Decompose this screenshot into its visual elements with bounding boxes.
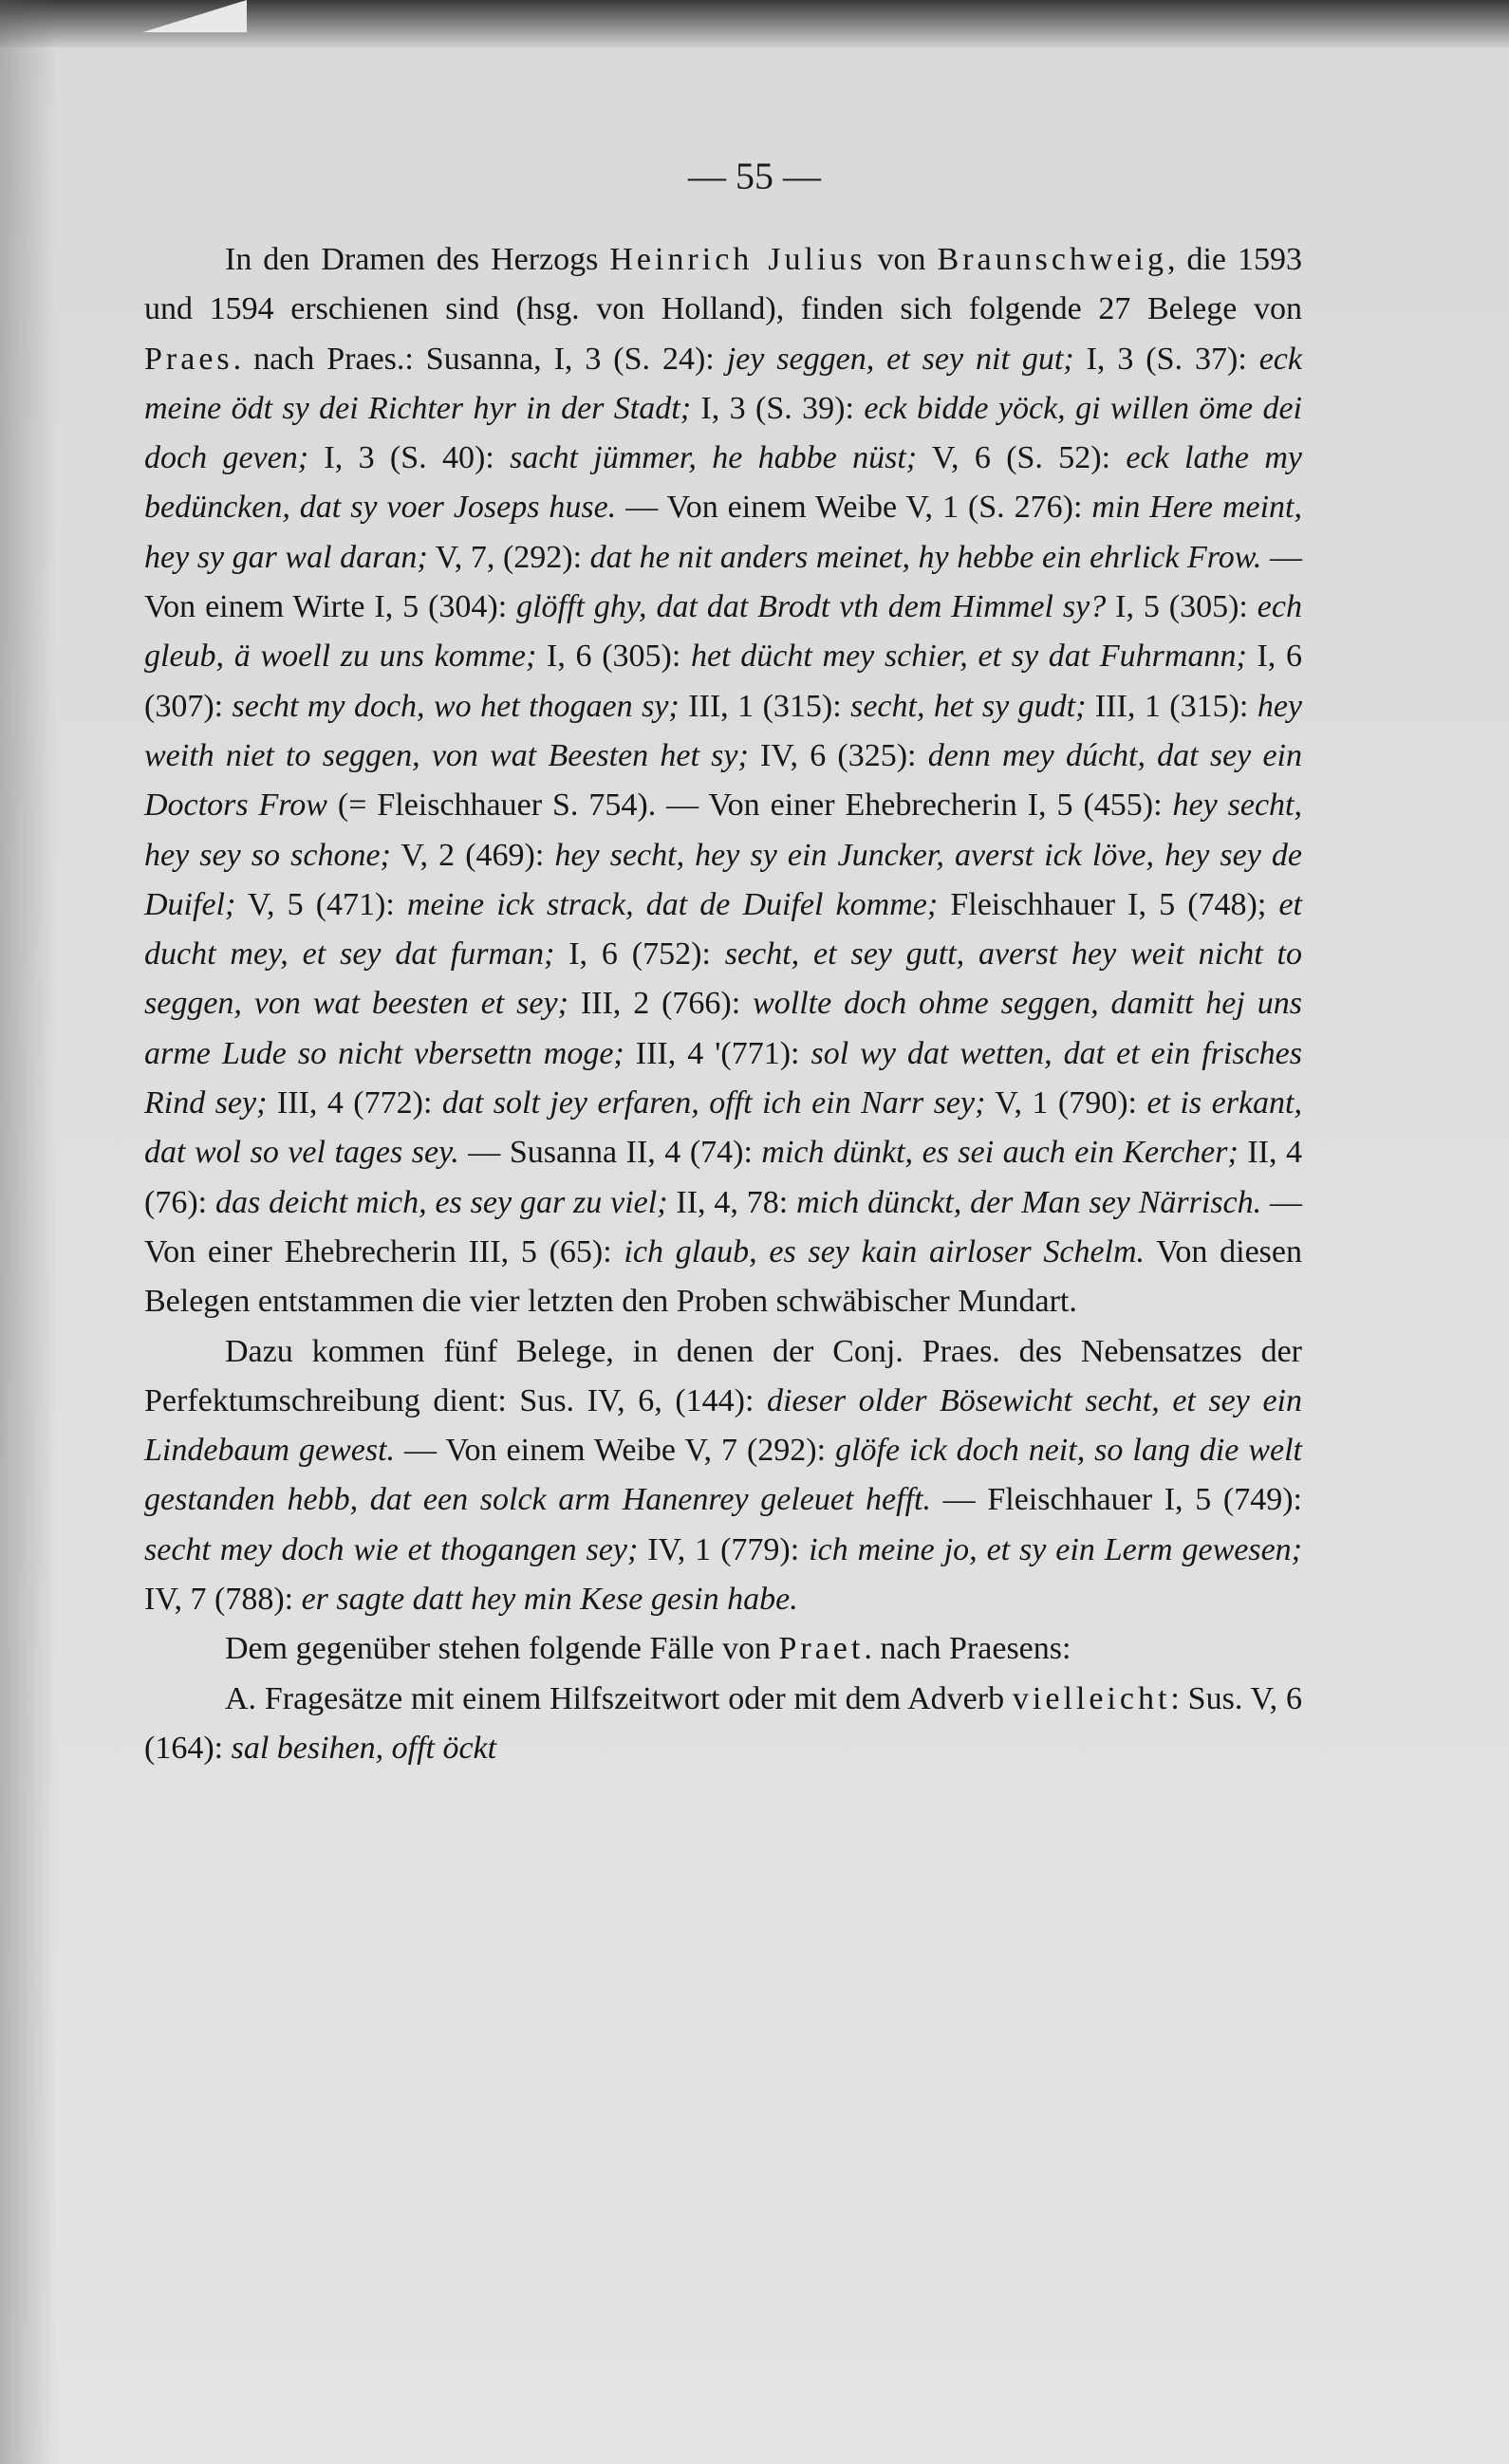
quoted-example: eck meine ödt sy dei Richter hyr in der Stadt; bbox=[144, 341, 1302, 426]
text-run: von bbox=[866, 242, 938, 277]
body-text bbox=[144, 235, 1302, 1773]
quoted-example: hey secht, hey sy ein Juncker, averst ick löve, hey sey de Duifel; bbox=[144, 837, 1302, 922]
text-run: I, 6 (307): bbox=[144, 639, 1302, 724]
text-run: V, 5 (471): bbox=[235, 886, 407, 922]
quoted-example: glöfft ghy, dat dat Brodt vth dem Himmel sy? bbox=[516, 589, 1107, 625]
text-run: : Sus. V, 6 (164): bbox=[144, 1680, 1302, 1766]
quoted-example: secht mey doch wie et thogangen sey; bbox=[144, 1531, 639, 1567]
quoted-example: hey secht, hey sey so schone; bbox=[144, 787, 1302, 873]
text-run: — Von einem Weibe V, 1 (S. 276): bbox=[616, 490, 1092, 526]
text-run: III, 1 (315): bbox=[1086, 688, 1258, 724]
text-run: I, 6 (305): bbox=[536, 639, 692, 675]
quoted-example: secht, het sy gudt; bbox=[850, 688, 1087, 724]
text-run: I, 6 (752): bbox=[554, 936, 725, 973]
text-run: — Von einem Wirte I, 5 (304): bbox=[144, 539, 1302, 625]
text-run: III, 4 (772): bbox=[267, 1085, 442, 1121]
text-run: V, 1 (790): bbox=[985, 1085, 1147, 1121]
quoted-example: denn mey dúcht, dat sey ein Doctors Frow bbox=[144, 737, 1302, 824]
text-run: V, 7, (292): bbox=[427, 539, 590, 575]
paragraph bbox=[144, 1675, 1302, 1774]
text-run: In den Dramen des Herzogs bbox=[225, 242, 610, 277]
text-run: A. Fragesätze mit einem Hilfszeitwort oder mit dem Adverb bbox=[225, 1680, 1013, 1716]
text-run: V, 6 (S. 52): bbox=[917, 440, 1127, 476]
quoted-example: secht, et sey gutt, averst hey weit nicht to seggen, von wat beesten et sey; bbox=[144, 936, 1302, 1022]
quoted-example: glöfe ick doch neit, so lang die welt gestanden hebb, dat een solck arm Hanenrey geleuet hefft. bbox=[144, 1433, 1303, 1518]
text-run: — Von einem Weibe V, 7 (292): bbox=[395, 1433, 836, 1469]
quoted-example: het dücht mey schier, et sy dat Fuhrmann; bbox=[691, 639, 1247, 675]
quoted-example: eck bidde yöck, gi willen öme dei doch geven; bbox=[144, 390, 1302, 476]
quoted-example: sol wy dat wetten, dat et ein frisches Rind sey; bbox=[144, 1035, 1302, 1121]
binding-shadow bbox=[0, 0, 57, 2464]
text-run: III, 4 '(771): bbox=[624, 1035, 811, 1071]
text-run: I, 3 (S. 37): bbox=[1073, 341, 1259, 377]
quoted-example: jey seggen, et sey nit gut; bbox=[726, 341, 1074, 377]
text-run: III, 2 (766): bbox=[568, 986, 754, 1022]
spaced-emphasis: vielleicht bbox=[1012, 1680, 1171, 1716]
text-run: Dem gegenüber stehen folgende Fälle von bbox=[225, 1631, 779, 1667]
text-run: Von diesen Belegen entstammen die vier letzten den Proben schwäbischer Mundart. bbox=[144, 1233, 1302, 1320]
text-run: Dazu kommen fünf Belege, in denen der Conj. Praes. des Nebensatzes der Perfektumschreibung dient: Sus. IV, 6, (144): bbox=[144, 1333, 1302, 1418]
text-run: III, 1 (315): bbox=[679, 688, 851, 724]
page-number: — 55 — bbox=[688, 155, 821, 197]
text-run: I, 3 (S. 39): bbox=[691, 390, 865, 426]
text-run: I, 5 (305): bbox=[1106, 589, 1258, 625]
quoted-example: mich dünkt, es sei auch ein Kercher; bbox=[761, 1135, 1239, 1171]
paragraph bbox=[144, 1624, 1302, 1674]
text-run: I, 3 (S. 40): bbox=[308, 440, 511, 476]
quoted-example: eck lathe my bedüncken, dat sy voer Joseps huse. bbox=[144, 440, 1303, 526]
quoted-example: ich meine jo, et sy ein Lerm gewesen; bbox=[809, 1531, 1302, 1567]
text-run: (= Fleischhauer S. 754). — Von einer Ehebrecherin I, 5 (455): bbox=[326, 787, 1173, 824]
text-run: IV, 1 (779): bbox=[638, 1531, 810, 1567]
quoted-example: sacht jümmer, he habbe nüst; bbox=[510, 440, 918, 476]
quoted-example: meine ick strack, dat de Duifel komme; bbox=[406, 886, 939, 922]
quoted-example: et ducht mey, et sey dat furman; bbox=[144, 886, 1302, 973]
quoted-example: ech gleub, ä woell zu uns komme; bbox=[144, 589, 1302, 675]
text-run: Fleischhauer I, 5 (748); bbox=[938, 886, 1279, 922]
quoted-example: dat he nit anders meinet, hy hebbe ein ehrlick Frow. bbox=[589, 539, 1262, 575]
text-run: V, 2 (469): bbox=[390, 837, 555, 873]
spaced-emphasis: Praes bbox=[144, 341, 233, 377]
spaced-emphasis: Braunschweig bbox=[937, 242, 1168, 277]
quoted-example: hey weith niet to seggen, von wat Beesten het sy; bbox=[144, 688, 1302, 773]
text-run: — Fleischhauer I, 5 (749): bbox=[931, 1482, 1302, 1518]
text-run: , die 1593 und 1594 erschienen sind (hsg. von Holland), finden sich folgende 27 Belege von bbox=[144, 242, 1302, 327]
text-run: — Susanna II, 4 (74): bbox=[458, 1135, 762, 1171]
text-run: — Von einer Ehebrecherin III, 5 (65): bbox=[144, 1184, 1303, 1269]
text-run: II, 4, 78: bbox=[667, 1184, 797, 1220]
spaced-emphasis: Heinrich Julius bbox=[609, 242, 866, 277]
quoted-example: wollte doch ohme seggen, damitt hej uns arme Lude so nicht vbersettn moge; bbox=[144, 986, 1302, 1071]
paragraph bbox=[144, 1327, 1302, 1625]
text-run: . nach Praesens: bbox=[864, 1631, 1071, 1667]
quoted-example: ich glaub, es sey kain airloser Schelm. bbox=[624, 1233, 1146, 1269]
text-run: . nach Praes.: Susanna, I, 3 (S. 24): bbox=[233, 341, 727, 377]
quoted-example: dieser older Bösewicht secht, et sey ein Lindebaum gewest. bbox=[144, 1382, 1302, 1469]
paragraph bbox=[144, 235, 1302, 1327]
spaced-emphasis: Praet bbox=[778, 1631, 865, 1667]
quoted-example: sal besihen, offt öckt bbox=[231, 1730, 497, 1766]
quoted-example: er sagte datt hey min Kese gesin habe. bbox=[301, 1582, 798, 1618]
quoted-example: secht my doch, wo het thogaen sy; bbox=[232, 688, 680, 724]
text-run: IV, 7 (788): bbox=[144, 1582, 302, 1618]
quoted-example: dat solt jey erfaren, offt ich ein Narr sey; bbox=[441, 1085, 986, 1121]
quoted-example: das deicht mich, es sey gar zu viel; bbox=[214, 1184, 668, 1220]
quoted-example: mich dünckt, der Man sey Närrisch. bbox=[796, 1184, 1262, 1220]
text-run: IV, 6 (325): bbox=[748, 737, 928, 773]
quoted-example: min Here meint, hey sy gar wal daran; bbox=[144, 490, 1302, 575]
quoted-example: et is erkant, dat wol so vel tages sey. bbox=[144, 1085, 1302, 1171]
text-run: II, 4 (76): bbox=[144, 1135, 1302, 1220]
